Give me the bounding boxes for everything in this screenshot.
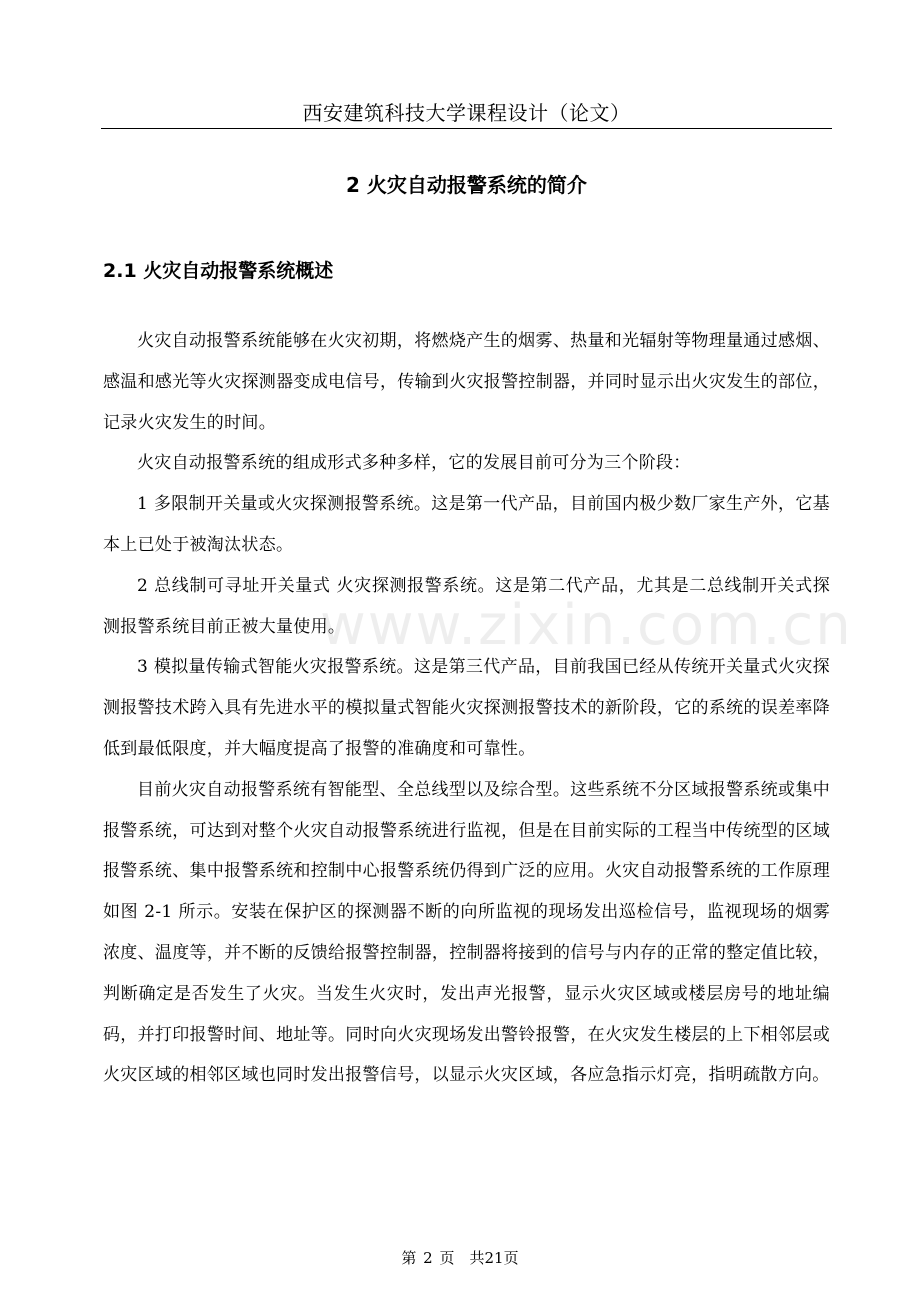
paragraph-intro: 火灾自动报警系统能够在火灾初期，将燃烧产生的烟雾、热量和光辐射等物理量通过感烟、感温和感光等火灾探测器变成电信号，传输到火灾报警控制器，并同时显示出火灾发生的部位，记录火灾发生的时间。 — [103, 331, 830, 433]
running-header: 西安建筑科技大学课程设计（论文） — [302, 101, 631, 125]
paragraph-working-principle: 目前火灾自动报警系统有智能型、全总线型以及综合型。这些系统不分区域报警系统或集中报警系统，可达到对整个火灾自动报警系统进行监视，但是在目前实际的工程当中传统型的区域报警系统、集中报警系统和控制中心报警系统仍得到广泛的应用。火灾自动报警系统的工作原理如图 2-1 所示。安装在保护区的探测器不断的向所监视的现场发出巡检信号，监视现场的烟雾浓度、温度等，并不断的反馈给报警控制器，控制器将接到的信号与内存的正常的整定值比较，判断确定是否发生了火灾。当发生火灾时，发出声光报警，显示火灾区域或楼层房号的地址编码，并打印报警时间、地址等。同时向火灾现场发出警铃报警，在火灾发生楼层的上下相邻层或火灾区域的相邻区域也同时发出报警信号，以显示火灾区域，各应急指示灯亮，指明疏散方向。 — [103, 779, 830, 1086]
watermark: www.zixin.com.cn — [320, 593, 853, 658]
paragraph-stages-lead: 火灾自动报警系统的组成形式多种多样，它的发展目前可分为三个阶段： — [137, 453, 691, 474]
body-text — [103, 321, 830, 1096]
header-divider — [101, 128, 832, 129]
page-number-footer: 第 2 页 共21页 — [401, 1249, 519, 1267]
chapter-title: 2 火灾自动报警系统的简介 — [346, 173, 587, 197]
section-title: 2.1 火灾自动报警系统概述 — [103, 260, 334, 282]
paragraph-stage-3: 3 模拟量传输式智能火灾报警系统。这是第三代产品，目前我国已经从传统开关量式火灾探测报警技术跨入具有先进水平的模拟量式智能火灾探测报警技术的新阶段，它的系统的误差率降低到最低限度，并大幅度提高了报警的准确度和可靠性。 — [103, 657, 830, 759]
paragraph-stage-2: 2 总线制可寻址开关量式 火灾探测报警系统。这是第二代产品，尤其是二总线制开关式探测报警系统目前正被大量使用。 — [103, 575, 830, 637]
paragraph-stage-1: 1 多限制开关量或火灾探测报警系统。这是第一代产品，目前国内极少数厂家生产外，它基本上已处于被淘汰状态。 — [103, 494, 830, 555]
